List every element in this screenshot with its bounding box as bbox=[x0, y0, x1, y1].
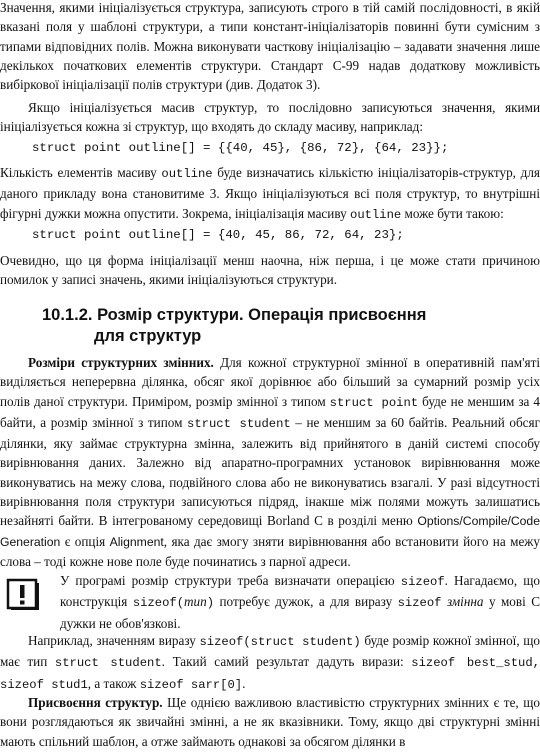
paragraph-sizeof-example: Наприклад, значенням виразу sizeof(struct student) буде розмір кожної змінної, що має тип struct student. Такий самий результат дадуть вирази: sizeof best_stud, sizeof stud1, а також sizeof sarr[0]. bbox=[0, 633, 540, 692]
section-heading bbox=[42, 305, 482, 347]
code-example-nested: struct point outline[] = {{40, 45}, {86, 72}, {64, 23}}; bbox=[32, 141, 449, 155]
section-title-line2: для структур bbox=[94, 327, 202, 345]
section-title-line1: Розмір структури. Операція присвоєння bbox=[97, 306, 427, 324]
paragraph-struct-assignment: Присвоєння структур. Ще однією важливою властивістю структурних змінних є те, що вони розглядаються як звичайні змінні, а не як вказівники. Тому, якщо дві структурні змінні мають спільний шаблон, а отже займають однакові за обсягом ділянки в bbox=[0, 695, 540, 749]
code-example-flat: struct point outline[] = {40, 45, 86, 72, 64, 23}; bbox=[32, 228, 404, 242]
paragraph-struct-sizes: Розміри структурних змінних. Для кожної структурної змінної в оперативній пам'яті виділяється неперервна ділянка, обсяг якої дорівнює або більший за сумарний розмір усіх полів даної структури. Приміром, розмір змінної з типом struct point буде не меншим за 4 байти, а розмір змінної з типом struct student – не меншим за 60 байтів. Реальний обсяг ділянки, яку займає структурна змінна, залежить від прийнятого в даній системі способу вирівнювання даних. Залежно від апаратно-програмних установок вирівнювання може виконуватись на межу слова, подвійного слова або не виконуватись взагалі. У разі відсутності вирівнювання поля структури записуються підряд, інакше між полями можуть залишатись незайняті байти. В інтегрованому середовищі Borland C в розділі меню Options/Compile/Code Generation є опція Alignment, яка дає змогу зняти вирівнювання або встановити його на межу слова – тоді кожне нове поле буде починатись з парної адреси. bbox=[0, 355, 540, 569]
section-number: 10.1.2. bbox=[42, 306, 93, 324]
note-sizeof: У програмі розмір структури треба визначати операцією sizeof. Нагадаємо, що конструкція sizeof(тип) потребує дужок, а для виразу sizeof змінна у мові C дужки не обов'язкові. bbox=[60, 573, 540, 631]
paragraph-outline-count: Кількість елементів масиву outline буде визначатись кількістю ініціалізаторів-структур, для даного прикладу вона становитиме 3. Якщо ініціалізуються всі поля структур, то внутрішні фігурні дужки можна опустити. Зокрема, ініціалізація масиву outline може бути такою: bbox=[0, 165, 540, 222]
paragraph-readability: Очевидно, що ця форма ініціалізації менш наочна, ніж перша, і це може стати причиною помилок у записі значень, якими ініціалізуються структури. bbox=[0, 253, 540, 288]
paragraph-array-of-structs: Якщо ініціалізується масив структур, то послідовно записуються значення, якими ініціалізується кожна зі структур, що входять до складу масиву, наприклад: bbox=[0, 100, 540, 135]
paragraph-initialization-order: Значення, якими ініціалізується структура, записують строго в тій самій послідовності, в якій вказані поля у шаблоні структури, а типи констант-ініціалізаторів повинні бути сумісним з типами відповідних полів. Можна виконувати часткову ініціалізацію – задавати значення лише декількох початкових елементів структури. Стандарт С-99 надав додаткову можливість вибіркової ініціалізації полів структури (див. Додаток 3). bbox=[0, 0, 540, 93]
exclamation-box-icon bbox=[6, 578, 40, 610]
